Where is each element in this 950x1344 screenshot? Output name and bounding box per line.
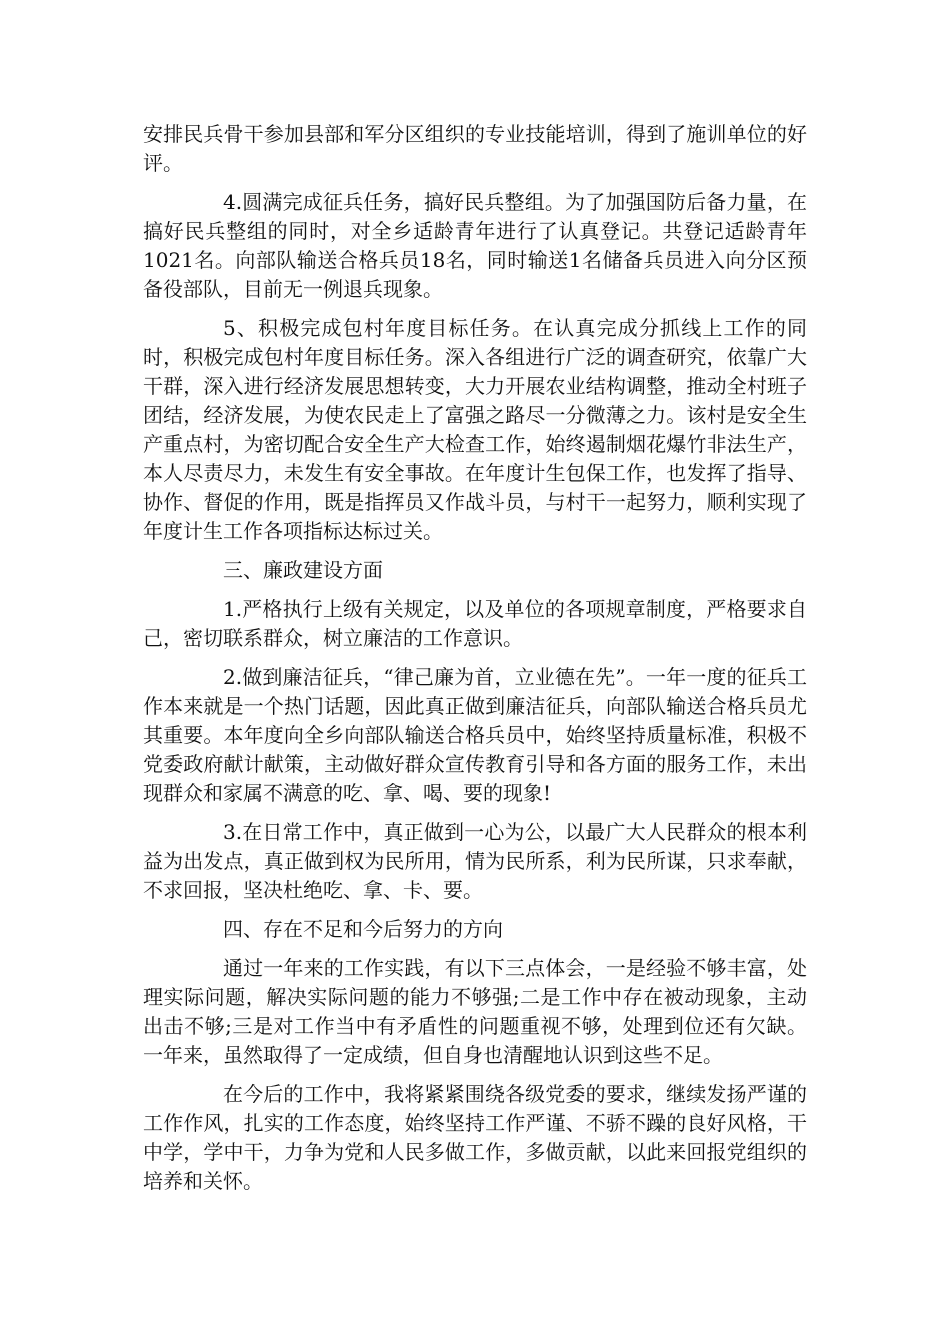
paragraph-village-targets: 5、积极完成包村年度目标任务。在认真完成分抓线上工作的同时，积极完成包村年度目标任务。深入各组进行广泛的调查研究，依靠广大干群，深入进行经济发展思想转变，大力开展农业结构调整，推动全村班子团结，经济发展，为使农民走上了富强之路尽一分微薄之力。该村是安全生产重点村，为密切配合安全生产大检查工作，始终遏制烟花爆竹非法生产，本人尽责尽力，未发生有安全事故。在年度计生包保工作，也发挥了指导、协作、督促的作用，既是指挥员又作战斗员，与村干一起努力，顺利实现了年度计生工作各项指标达标过关。 [143, 316, 807, 543]
section-heading-shortcomings: 四、存在不足和今后努力的方向 [223, 917, 503, 941]
paragraph-lessons: 通过一年来的工作实践，有以下三点体会，一是经验不够丰富，处理实际问题，解决实际问题的能力不够强;二是工作中存在被动现象，主动出击不够;三是对工作当中有矛盾性的问题重视不够，处理到位还有欠缺。一年来，虽然取得了一定成绩，但自身也清醒地认识到这些不足。 [143, 956, 807, 1067]
paragraph-future-work: 在今后的工作中，我将紧紧围绕各级党委的要求，继续发扬严谨的工作作风，扎实的工作态度，始终坚持工作严谨、不骄不躁的良好风格，干中学，学中干，力争为党和人民多做工作，多做贡献，以此来回报党组织的培养和关怀。 [143, 1082, 807, 1193]
document-body [143, 120, 807, 1206]
paragraph-continued: 安排民兵骨干参加县部和军分区组织的专业技能培训，得到了施训单位的好评。 [143, 122, 807, 175]
paragraph-public-service: 3.在日常工作中，真正做到一心为公，以最广大人民群众的根本利益为出发点，真正做到权为民所用，情为民所系，利为民所谋，只求奉献，不求回报，坚决杜绝吃、拿、卡、要。 [143, 820, 807, 902]
paragraph-clean-conscription: 2.做到廉洁征兵，“律己廉为首，立业德在先”。一年一度的征兵工作本来就是一个热门话题，因此真正做到廉洁征兵，向部队输送合格兵员尤其重要。本年度向全乡向部队输送合格兵员中，始终坚持质量标准，积极不党委政府献计献策，主动做好群众宣传教育引导和各方面的服务工作，未出现群众和家属不满意的吃、拿、喝、要的现象! [143, 665, 807, 805]
paragraph-regulations: 1.严格执行上级有关规定，以及单位的各项规章制度，严格要求自己，密切联系群众，树立廉洁的工作意识。 [143, 597, 807, 650]
paragraph-conscription: 4.圆满完成征兵任务，搞好民兵整组。为了加强国防后备力量，在搞好民兵整组的同时，对全乡适龄青年进行了认真登记。共登记适龄青年1021名。向部队输送合格兵员18名，同时输送1名储备兵员进入向分区预备役部队，目前无一例退兵现象。 [143, 190, 807, 301]
section-heading-integrity: 三、廉政建设方面 [223, 558, 383, 582]
